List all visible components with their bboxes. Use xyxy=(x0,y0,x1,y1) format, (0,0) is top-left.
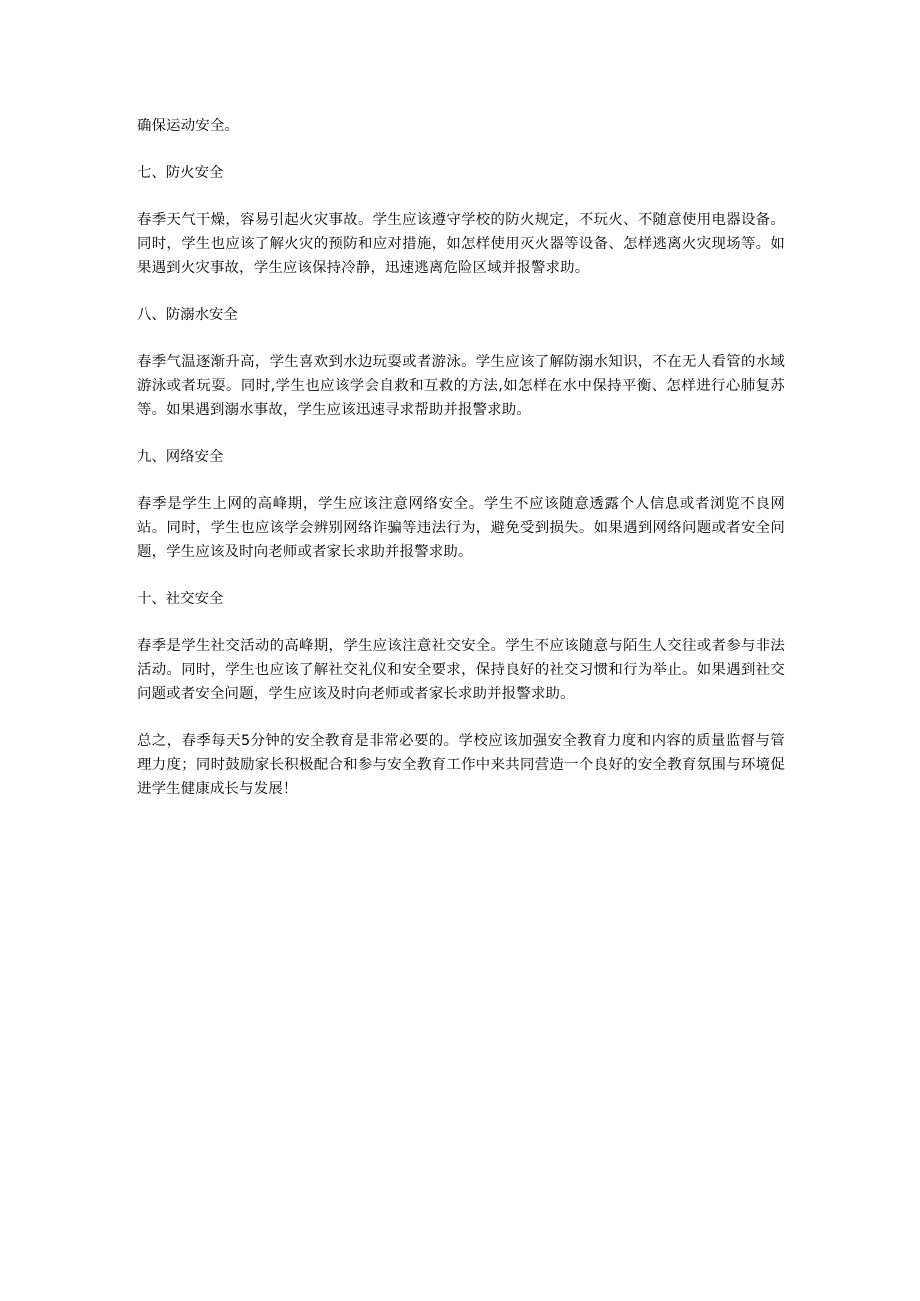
section-body-drowning-safety: 春季气温逐渐升高，学生喜欢到水边玩耍或者游泳。学生应该了解防溺水知识，不在无人看管的水域游泳或者玩耍。同时,学生也应该学会自救和互救的方法,如怎样在水中保持平衡、怎样进行心肺复苏等。如果遇到溺水事故，学生应该迅速寻求帮助并报警求助。 xyxy=(137,354,785,418)
conclusion-paragraph: 总之，春季每天5分钟的安全教育是非常必要的。学校应该加强安全教育力度和内容的质量监督与管理力度；同时鼓励家长积极配合和参与安全教育工作中来共同营造一个良好的安全教育氛围与环境促进学生健康成长与发展！ xyxy=(137,733,785,797)
section-heading-network-safety: 九、网络安全 xyxy=(137,449,224,465)
section-heading-social-safety: 十、社交安全 xyxy=(137,591,224,607)
lead-paragraph: 确保运动安全。 xyxy=(137,118,240,134)
section-body-network-safety: 春季是学生上网的高峰期，学生应该注意网络安全。学生不应该随意透露个人信息或者浏览不良网站。同时，学生也应该学会辨别网络诈骗等违法行为，避免受到损失。如果遇到网络问题或者安全问题，学生应该及时向老师或者家长求助并报警求助。 xyxy=(137,496,785,560)
section-body-social-safety: 春季是学生社交活动的高峰期，学生应该注意社交安全。学生不应该随意与陌生人交往或者参与非法活动。同时，学生也应该了解社交礼仪和安全要求，保持良好的社交习惯和行为举止。如果遇到社交问题或者安全问题，学生应该及时向老师或者家长求助并报警求助。 xyxy=(137,638,785,702)
section-heading-drowning-safety: 八、防溺水安全 xyxy=(137,307,238,323)
section-body-fire-safety: 春季天气干燥，容易引起火灾事故。学生应该遵守学校的防火规定，不玩火、不随意使用电器设备。同时，学生也应该了解火灾的预防和应对措施，如怎样使用灭火器等设备、怎样逃离火灾现场等。如果遇到火灾事故，学生应该保持冷静，迅速逃离危险区域并报警求助。 xyxy=(137,212,785,276)
section-heading-fire-safety: 七、防火安全 xyxy=(137,165,224,181)
document-page xyxy=(137,114,785,801)
